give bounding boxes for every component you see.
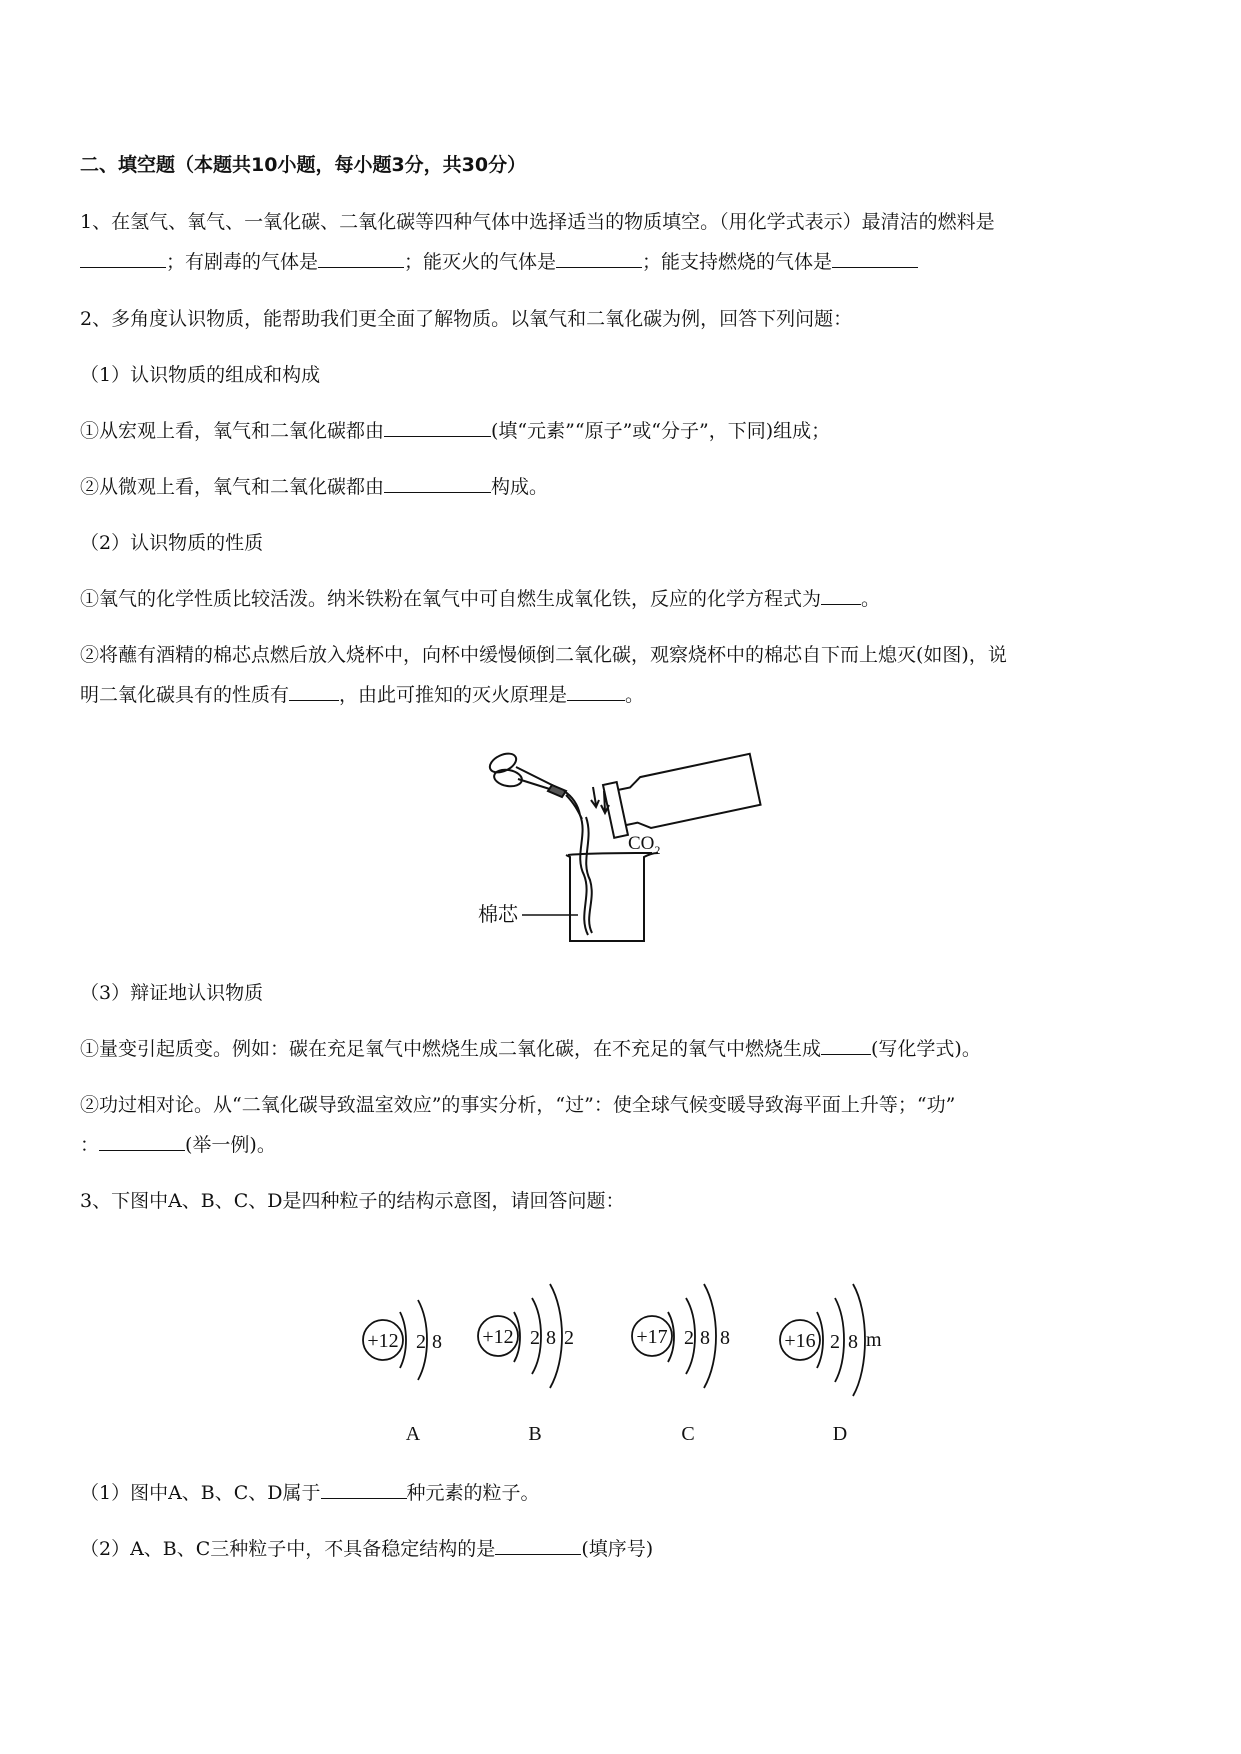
q2-part2-b-pre: 明二氧化碳具有的性质有	[80, 684, 290, 706]
particle-d-shell-2: 8	[848, 1331, 858, 1353]
q2-part1-b-post: 构成。	[491, 476, 549, 498]
q1-blank-extinguish-gas[interactable]	[556, 249, 642, 268]
particle-c-shell-3: 8	[720, 1327, 730, 1349]
q2-part2-b-post: 。	[625, 684, 645, 706]
section-title: 二、填空题（本题共10小题，每小题3分，共30分）	[80, 154, 527, 176]
cotton-wick	[580, 815, 592, 935]
q2-part1-b-pre: ②从微观上看，氧气和二氧化碳都由	[80, 476, 385, 498]
q3-sub2	[80, 1536, 653, 1562]
q2-part1-b-blank[interactable]	[384, 474, 491, 493]
q2-part3-b-pre: ：	[80, 1134, 100, 1156]
particle-a-label: A	[405, 1423, 421, 1445]
q1-text-support: ；能支持燃烧的气体是	[642, 251, 833, 273]
q2-part3-b-blank[interactable]	[99, 1132, 185, 1151]
cotton-label: 棉芯	[478, 902, 518, 926]
q2-part3-a-post: (写化学式)。	[871, 1038, 981, 1060]
particle-a-shell-2: 8	[432, 1331, 442, 1353]
particle-c-label: C	[681, 1423, 695, 1445]
q3-sub2-blank[interactable]	[495, 1536, 581, 1555]
q3-sub1-post: 种元素的粒子。	[406, 1482, 540, 1504]
q2-part1-a-pre: ①从宏观上看，氧气和二氧化碳都由	[80, 420, 385, 442]
q2-part3-b-post: (举一例)。	[185, 1134, 276, 1156]
q1-blank-toxic-gas[interactable]	[318, 249, 404, 268]
particle-c-shell-1: 2	[684, 1327, 694, 1349]
q2-part3-a	[80, 1036, 981, 1062]
q2-part1-b	[80, 474, 548, 500]
co2-label: $CO_2$	[628, 833, 661, 857]
q2-part2-a	[80, 586, 880, 612]
q1-blank-support-gas[interactable]	[832, 249, 918, 268]
particle-c-shell-2: 8	[700, 1327, 710, 1349]
q1-text-toxic: ；有剧毒的气体是	[166, 251, 319, 273]
particle-b-shell-2: 8	[546, 1327, 556, 1349]
particle-d-label: D	[832, 1423, 848, 1445]
q1-line2	[80, 249, 918, 275]
q2-part2-b-blank-property[interactable]	[289, 682, 339, 701]
q3-intro: 3、下图中A、B、C、D是四种粒子的结构示意图，请回答问题：	[80, 1190, 625, 1212]
q2-part2-b-line2	[80, 682, 644, 708]
particle-d-nucleus: +16	[784, 1330, 816, 1352]
q2-part3-title: （3）辩证地认识物质	[80, 982, 264, 1004]
q2-part2-a-pre: ①氧气的化学性质比较活泼。纳米铁粉在氧气中可自燃生成氧化铁，反应的化学方程式为	[80, 588, 822, 610]
q2-part2-b-line1: ②将蘸有酒精的棉芯点燃后放入烧杯中，向杯中缓慢倾倒二氧化碳，观察烧杯中的棉芯自下而上熄灭(如图)，说	[80, 644, 1007, 666]
particle-d-shell-1: 2	[830, 1331, 840, 1353]
q3-sub1-pre: （1）图中A、B、C、D属于	[80, 1482, 321, 1504]
particle-b-shell-3: 2	[564, 1327, 574, 1349]
q1-text-extinguish: ；能灭火的气体是	[404, 251, 557, 273]
q2-part2-a-blank[interactable]	[821, 586, 861, 605]
co2-jar-icon	[603, 754, 761, 838]
q3-sub1-blank[interactable]	[321, 1480, 407, 1499]
q2-part3-a-pre: ①量变引起质变。例如：碳在充足氧气中燃烧生成二氧化碳，在不充足的氧气中燃烧生成	[80, 1038, 822, 1060]
q1-blank-cleanest-fuel[interactable]	[80, 249, 166, 268]
q2-part1-a-post: (填“元素”“原子”或“分子”，下同)组成；	[491, 420, 831, 442]
particle-b-shell-1: 2	[530, 1327, 540, 1349]
q2-part2-b-mid: ，由此可推知的灭火原理是	[339, 684, 568, 706]
co2-beaker-figure	[478, 745, 768, 950]
q2-part1-a-blank[interactable]	[384, 418, 491, 437]
particle-b-label: B	[528, 1423, 542, 1445]
q2-intro: 2、多角度认识物质，能帮助我们更全面了解物质。以氧气和二氧化碳为例，回答下列问题：	[80, 308, 853, 330]
particle-c-nucleus: +17	[636, 1326, 668, 1348]
q2-part2-a-post: 。	[861, 588, 881, 610]
particle-a-shell-1: 2	[416, 1331, 426, 1353]
q2-part3-b-line2	[80, 1132, 276, 1158]
tongs-icon	[487, 750, 582, 819]
q1-line1: 1、在氢气、氧气、一氧化碳、二氧化碳等四种气体中选择适当的物质填空。（用化学式表示）最清洁的燃料是	[80, 211, 995, 233]
q3-sub1	[80, 1480, 540, 1506]
particle-b-nucleus: +12	[482, 1326, 514, 1348]
q2-part3-a-blank[interactable]	[821, 1036, 871, 1055]
q2-part2-b-blank-principle[interactable]	[567, 682, 625, 701]
q2-part3-b-line1: ②功过相对论。从“二氧化碳导致温室效应”的事实分析，“过”：使全球气候变暖导致海平面上升等；“功”	[80, 1094, 956, 1116]
q2-part1-a	[80, 418, 830, 444]
q2-part2-title: （2）认识物质的性质	[80, 532, 264, 554]
q3-sub2-pre: （2）A、B、C三种粒子中，不具备稳定结构的是	[80, 1538, 496, 1560]
particle-a-nucleus: +12	[367, 1330, 399, 1352]
q3-sub2-post: (填序号)	[581, 1538, 654, 1560]
particle-d-shell-3: m	[866, 1329, 882, 1351]
beaker-icon	[566, 853, 658, 941]
q2-part1-title: （1）认识物质的组成和构成	[80, 364, 321, 386]
particle-diagram	[350, 1250, 910, 1450]
